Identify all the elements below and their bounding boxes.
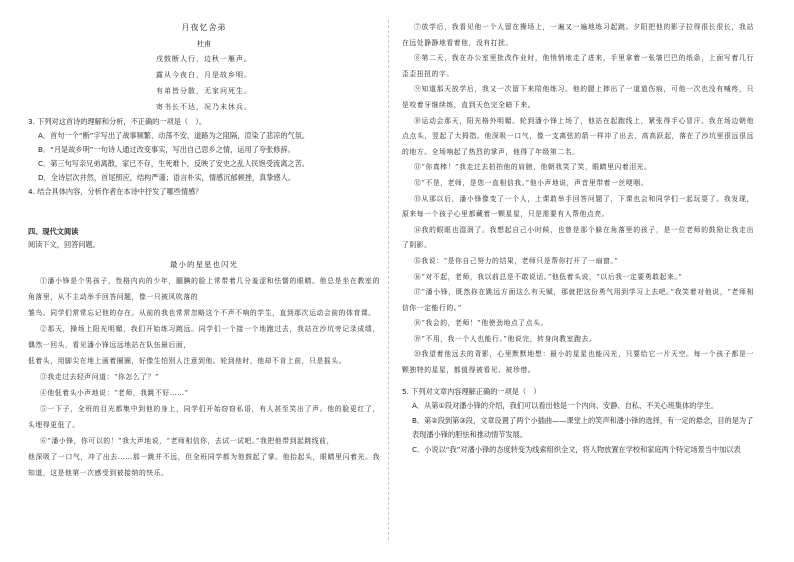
- question-3-option-d: D．全诗层次井然，首尾照应，结构严谨；语言朴实，情感沉郁顿挫，真挚感人。: [38, 173, 296, 182]
- story-paragraph: 雏鸟。同学们常常忘记他的存在。从前的我也常常忽略这个不声不响的学生，直到那次运动会前的体育课。: [28, 309, 376, 317]
- question-3-option-b: B．“月是故乡明”一句诗人通过改变事实，写出自己思乡之情，运用了夸张修辞。: [38, 145, 295, 154]
- poem-line: 寄书长不达，况乃未休兵。: [156, 103, 252, 111]
- question-4-stem: 4. 结合具体内容，分析作者在本诗中抒发了哪些情感？: [28, 187, 203, 196]
- question-5-option-a: A．从第①段对潘小锋的介绍，我们可以看出他是一个内向、安静、自私、不关心班集体的学生。: [412, 401, 719, 411]
- story-paragraph: ⑩运动会那天，阳光格外明媚。轮到潘小锋上场了，他站在起跑线上，紧张得手心冒汗。我在场边朝他点点头，竖起了大拇指。他深吸一口气，像一支离弦的箭一样冲了出去，高高跃起，落在了沙坑里很远很远的地方。全场响起了热烈的掌声，他得了年级第二名。: [402, 116, 754, 156]
- poem-title: 月夜忆舍弟: [181, 23, 227, 32]
- story-paragraph: ⑫“不是，老师，是您一直相信我。”他小声地说，声音里带着一丝哽咽。: [414, 178, 649, 187]
- poem-line: 有弟皆分散，无家问死生。: [156, 87, 252, 95]
- poem-author: 杜甫: [197, 40, 211, 48]
- left-column: [28, 20, 380, 481]
- poem-line: 露从今夜白，月是故乡明。: [156, 71, 252, 79]
- story-paragraph: ⑦放学后，我看见他一个人留在操场上，一遍又一遍地练习起跳。夕阳把他的影子拉得很长很长，我站在远处静静地看着他，没有打扰。: [402, 23, 754, 47]
- story-title: 最小的星星也闪光: [170, 260, 238, 269]
- section-heading: 四、现代文阅读: [28, 227, 79, 236]
- story-paragraph: 低着头，用脚尖在地上画着圈圈，好像生怕别人注意到他。轮到他时，他却不肯上前，只是摇头。: [28, 357, 347, 365]
- column-divider: [388, 20, 389, 540]
- story-paragraph: ④他低着头小声地说：“老师，我跳不好……”: [40, 389, 189, 397]
- story-paragraph: ⑱“我会的，老师！”他使劲地点了点头。: [414, 319, 548, 328]
- story-paragraph: ③我走过去轻声问道：“你怎么了？”: [40, 373, 160, 381]
- question-3-option-a: A．首句一个“断”字写出了战事频繁、动荡不安，道路为之阻隔，渲染了悲凉的气氛。: [38, 131, 310, 140]
- story-paragraph: ⑲“不用，我一个人也能行。”他说完，转身向教室跑去。: [414, 334, 597, 343]
- story-paragraph: 他深吸了一口气，冲了出去……那一跳并不远，但全班同学都为他鼓起了掌。他抬起头，眼睛里闪着光。我知道，这是他第一次感受到被接纳的快乐。: [28, 453, 380, 477]
- section-instruction: 阅读下文，回答问题。: [28, 240, 100, 249]
- right-column: [402, 20, 754, 457]
- story-paragraph: ⑰“潘小锋，既然你在跳远方面这么有天赋，那就把这份勇气用到学习上去吧。”我笑着对他说，“老师相信你一定能行的。”: [402, 288, 754, 312]
- story-paragraph: ②那天，操场上阳光明媚，我们开始练习跳远。同学们一个接一个地跑过去，我站在沙坑旁记录成绩，偶然一回头，看见潘小锋远远地站在队伍最后面，: [28, 325, 380, 349]
- story-paragraph: ①潘小锋是个男孩子，性格内向的少年，腼腆的脸上常带着几分羞涩和怯懦的眼睛。他总是坐在教室的角落里，从不主动举手回答问题，像一只被风吹落的: [28, 277, 380, 301]
- question-5-option-c: C．小说以“我”对潘小锋的态度转变为线索组织全文，将人物放置在学校和家庭两个特定场景当中加以表: [412, 444, 741, 454]
- question-5-option-b: B．第②段到第③段，文章设置了两个小插曲——课堂上的笑声和潘小锋的选择，有一定的悬念，目的是为了表现潘小锋的胆怯和推动情节发展。: [412, 415, 754, 440]
- story-paragraph: ⑨知道那天放学后，我又一次留下来陪他练习。他的腿上摔出了一道道伤痕，可他一次也没有喊疼，只是咬着牙继续练，直到天色完全暗下来。: [402, 85, 754, 109]
- question-5-stem: 5. 下列对文章内容理解正确的一项是（ ）: [402, 386, 541, 396]
- story-paragraph: ⑭我的眼眶也湿润了。我想起自己小时候，也曾是那个躲在角落里的孩子，是一位老师的鼓励让我走出了阴影。: [402, 225, 754, 250]
- story-paragraph: ⑧第二天，我在办公室里批改作业时，他悄悄地走了进来，手里拿着一张皱巴巴的纸条，上面写着几行歪歪扭扭的字。: [402, 54, 754, 78]
- story-paragraph: ⑬从那以后，潘小锋像变了一个人，上课敢举手回答问题了，下课也会和同学们一起玩耍了。我发现，原来每一个孩子心里都藏着一颗星星，只是需要有人帮他点亮。: [402, 194, 754, 219]
- story-paragraph: ⑯“对不起，老师，我以前总是不敢说话。”他低着头说，“以后我一定要勇敢起来。”: [414, 272, 683, 281]
- story-paragraph: ⑮我说：“是你自己努力的结果，老师只是帮你打开了一扇窗。”: [414, 256, 619, 265]
- story-paragraph: ⑥“潘小锋，你可以的！”我大声地说，“老师相信你，去试一试吧。”我把他带到起跳线前，: [40, 437, 334, 445]
- story-paragraph: ⑪“你真棒！”我走过去拍拍他的肩膀，他朝我笑了笑，眼睛里闪着泪光。: [414, 163, 652, 172]
- story-paragraph: ⑤一下子，全班的目光都集中到他的身上，同学们开始窃窃私语，有人甚至笑出了声。他的脸更红了，头埋得更低了。: [28, 405, 380, 429]
- story-paragraph: ⑳我望着他远去的背影，心里默默地想：最小的星星也能闪光，只要给它一片天空。每一个孩子都是一颗独特的星星，都值得被看见、被珍惜。: [402, 350, 754, 375]
- question-3-option-c: C．第三句写亲兄弟离散，家已不存，生死难卜，反映了安史之乱人民饱受流离之苦。: [38, 159, 309, 168]
- poem-line: 戌鼓断人行，边秋一雁声。: [156, 55, 252, 63]
- question-3-stem: 3. 下列对这首诗的理解和分析，不正确的一项是（ ）。: [28, 117, 207, 126]
- poem-body: [28, 51, 380, 115]
